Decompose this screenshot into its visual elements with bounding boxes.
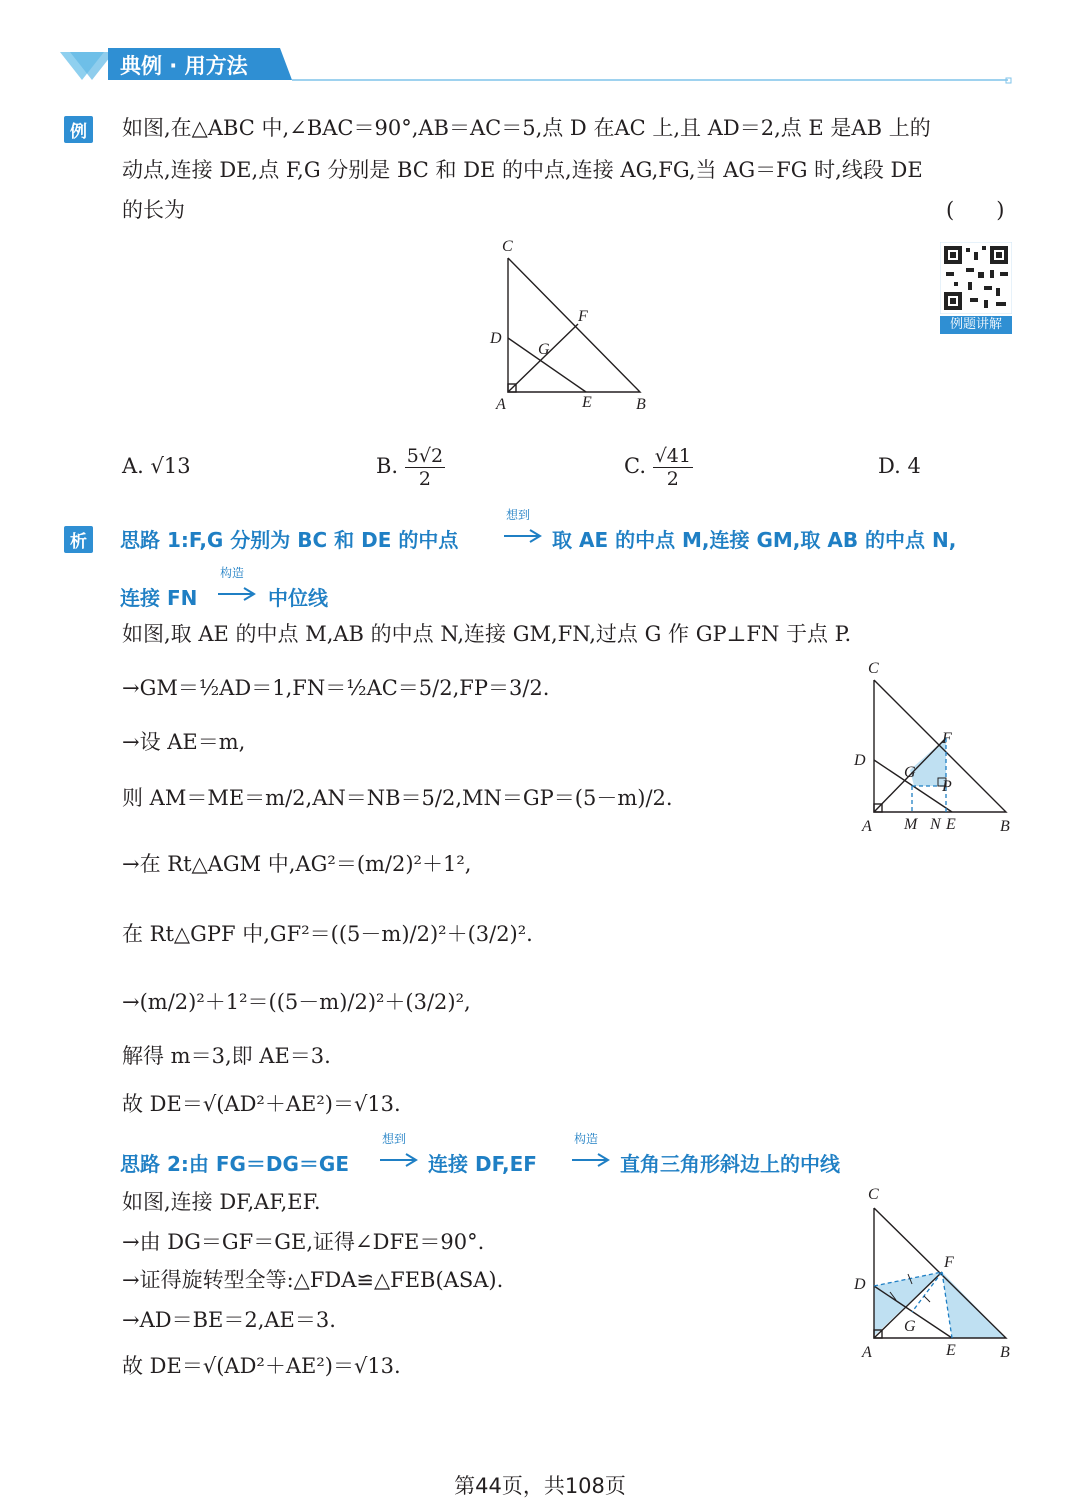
qr-code[interactable] [940, 242, 1012, 332]
figure-3 [852, 1184, 1022, 1368]
arrow-3-label: 想到 [382, 1132, 407, 1146]
option-c-den: 2 [666, 468, 679, 490]
solution2-step-4: →AD＝BE＝2,AE＝3. [122, 1308, 336, 1332]
option-b[interactable] [376, 436, 445, 496]
solution1-step-7: →(m/2)²＋1²＝((5－m)/2)²＋(3/2)², [122, 990, 471, 1014]
option-a-prefix: A. [122, 454, 144, 478]
solution2-step-1: 如图,连接 DF,AF,EF. [122, 1190, 321, 1214]
option-d-value: 4 [907, 454, 921, 478]
arrow-right-icon [502, 526, 544, 546]
arrow-right-icon [570, 1150, 612, 1170]
solution2-step-2: →由 DG＝GF＝GE,证得∠DFE＝90°. [122, 1230, 485, 1254]
fig1-label-b: B [636, 396, 646, 413]
fig3-label-a: A [862, 1344, 872, 1361]
arrow-4-label: 构造 [574, 1132, 599, 1146]
option-a[interactable] [122, 452, 191, 480]
fig3-label-g: G [904, 1318, 916, 1335]
fig1-label-g: G [538, 341, 550, 358]
fig3-label-f: F [944, 1254, 954, 1271]
fig2-label-p: P [942, 778, 952, 795]
fig2-label-m: M [904, 816, 918, 833]
fig2-label-n: N [930, 816, 941, 833]
option-b-num: 5√2 [406, 445, 444, 467]
idea2-part-c: 直角三角形斜边上的中线 [620, 1152, 840, 1176]
idea2-part-a: 思路 2:由 FG＝DG＝GE [120, 1152, 350, 1176]
idea2-part-b: 连接 DF,EF [428, 1152, 537, 1176]
example-line-1: 如图,在△ABC 中,∠BAC＝90°,AB＝AC＝5,点 D 在AC 上,且 AD＝2,点 E 是AB 上的 [122, 116, 931, 140]
fig1-label-e: E [582, 394, 592, 411]
solution1-step-9: 故 DE＝√(AD²＋AE²)＝√13. [122, 1092, 401, 1116]
example-line-3: 的长为 [122, 198, 185, 222]
page-footer: 第44页，共108页 [454, 1474, 626, 1498]
option-d-prefix: D. [878, 454, 901, 478]
figure-1-svg [480, 236, 660, 420]
arrow-right-icon [216, 584, 258, 604]
solution1-step-3: →设 AE＝m, [122, 730, 246, 754]
analysis-tag: 析 [64, 526, 93, 553]
option-a-value: √13 [150, 454, 191, 478]
fig2-label-d: D [854, 752, 866, 769]
solution2-step-3: →证得旋转型全等:△FDA≌△FEB(ASA). [122, 1268, 504, 1292]
fig1-label-d: D [490, 330, 502, 347]
idea1-part-b: 取 AE 的中点 M,连接 GM,取 AB 的中点 N, [552, 528, 957, 552]
arrow-right-icon [378, 1150, 420, 1170]
qr-caption: 例题讲解 [940, 316, 1012, 334]
fig3-label-d: D [854, 1276, 866, 1293]
solution1-step-5: →在 Rt△AGM 中,AG²＝(m/2)²＋1², [122, 852, 472, 876]
option-d[interactable] [878, 452, 921, 480]
arrow-2 [216, 564, 258, 604]
arrow-1-label: 想到 [506, 508, 531, 522]
option-c-prefix: C. [624, 454, 646, 478]
fig1-label-a: A [496, 396, 506, 413]
idea1-part-c: 连接 FN [120, 586, 198, 610]
arrow-3 [378, 1130, 420, 1170]
figure-1 [480, 236, 660, 420]
arrow-4 [570, 1130, 612, 1170]
fig2-label-b: B [1000, 818, 1010, 835]
arrow-2-label: 构造 [220, 566, 245, 580]
option-c[interactable] [624, 436, 693, 496]
option-b-den: 2 [418, 468, 431, 490]
figure-3-svg [852, 1184, 1022, 1368]
fig2-label-c: C [868, 660, 879, 677]
qr-code-icon [940, 242, 1012, 314]
solution1-step-4: 则 AM＝ME＝m/2,AN＝NB＝5/2,MN＝GP＝(5－m)/2. [122, 786, 673, 810]
section-header [60, 46, 1020, 84]
idea1-part-a: 思路 1:F,G 分别为 BC 和 DE 的中点 [120, 528, 459, 552]
fig2-label-e: E [946, 816, 956, 833]
option-b-prefix: B. [376, 454, 399, 478]
fig1-label-f: F [578, 308, 588, 325]
idea1-part-d: 中位线 [268, 586, 328, 610]
solution1-step-2: →GM＝½AD＝1,FN＝½AC＝5/2,FP＝3/2. [122, 676, 550, 700]
fig2-label-a: A [862, 818, 872, 835]
solution1-step-6: 在 Rt△GPF 中,GF²＝((5－m)/2)²＋(3/2)². [122, 922, 533, 946]
fig3-label-b: B [1000, 1344, 1010, 1361]
example-tag: 例 [64, 116, 93, 143]
fig3-label-c: C [868, 1186, 879, 1203]
example-line-2: 动点,连接 DE,点 F,G 分别是 BC 和 DE 的中点,连接 AG,FG,当 AG＝FG 时,线段 DE [122, 158, 923, 182]
solution1-step-1: 如图,取 AE 的中点 M,AB 的中点 N,连接 GM,FN,过点 G 作 GP⊥FN 于点 P. [122, 622, 852, 646]
solution1-step-8: 解得 m＝3,即 AE＝3. [122, 1044, 331, 1068]
arrow-1 [502, 506, 544, 546]
header-title: 典例 · 用方法 [120, 54, 248, 78]
fig2-label-f: F [942, 730, 952, 747]
figure-2 [852, 660, 1022, 844]
fig3-label-e: E [946, 1342, 956, 1359]
answer-paren: ( ) [946, 198, 1005, 222]
fig1-label-c: C [502, 238, 513, 255]
fig2-label-g: G [904, 764, 916, 781]
option-c-num: √41 [654, 445, 691, 467]
solution2-step-5: 故 DE＝√(AD²＋AE²)＝√13. [122, 1354, 401, 1378]
